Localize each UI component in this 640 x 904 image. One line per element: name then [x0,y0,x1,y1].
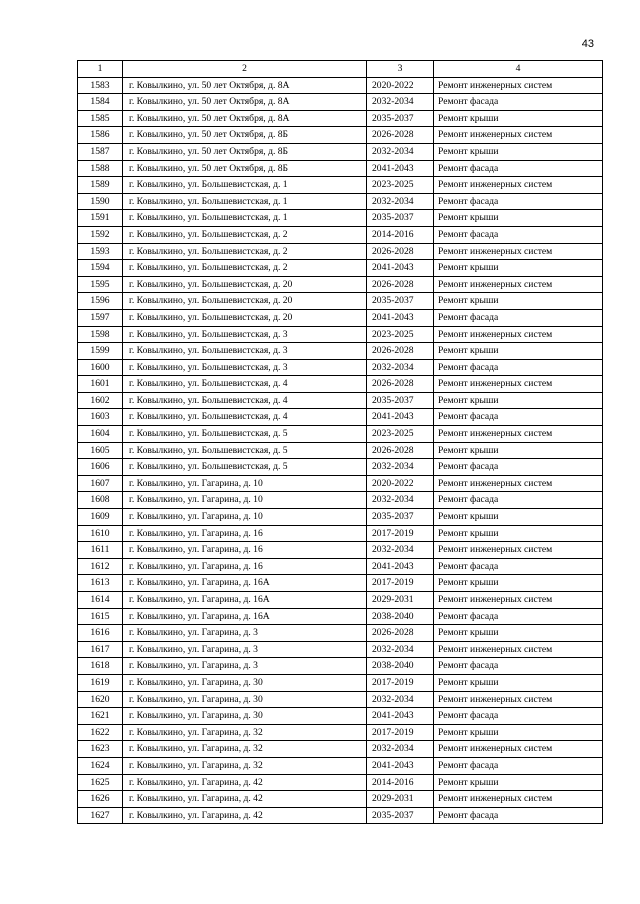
work-type-cell: Ремонт крыши [434,509,603,526]
table-row [78,127,603,144]
table-row [78,492,603,509]
column-header-1: 1 [78,61,123,78]
work-type-cell: Ремонт инженерных систем [434,326,603,343]
row-number-cell: 1624 [78,757,123,774]
work-type-cell: Ремонт фасада [434,309,603,326]
work-type-cell: Ремонт инженерных систем [434,177,603,194]
address-cell: г. Ковылкино, ул. Гагарина, д. 10 [123,509,367,526]
work-type-cell: Ремонт фасада [434,359,603,376]
period-cell: 2038-2040 [367,608,434,625]
work-type-cell: Ремонт инженерных систем [434,691,603,708]
address-cell: г. Ковылкино, ул. Большевистская, д. 2 [123,260,367,277]
address-cell: г. Ковылкино, ул. Большевистская, д. 1 [123,193,367,210]
table-row [78,226,603,243]
work-type-cell: Ремонт крыши [434,260,603,277]
period-cell: 2026-2028 [367,376,434,393]
capital-repair-table [77,60,603,824]
address-cell: г. Ковылкино, ул. 50 лет Октября, д. 8А [123,77,367,94]
row-number-cell: 1594 [78,260,123,277]
period-cell: 2035-2037 [367,807,434,824]
address-cell: г. Ковылкино, ул. Гагарина, д. 16А [123,575,367,592]
table-row [78,343,603,360]
address-cell: г. Ковылкино, ул. Гагарина, д. 3 [123,658,367,675]
table-row [78,674,603,691]
period-cell: 2035-2037 [367,392,434,409]
period-cell: 2035-2037 [367,110,434,127]
period-cell: 2041-2043 [367,160,434,177]
period-cell: 2032-2034 [367,359,434,376]
period-cell: 2032-2034 [367,94,434,111]
row-number-cell: 1611 [78,542,123,559]
table-row [78,575,603,592]
column-header-2: 2 [123,61,367,78]
period-cell: 2032-2034 [367,691,434,708]
work-type-cell: Ремонт крыши [434,392,603,409]
work-type-cell: Ремонт инженерных систем [434,791,603,808]
period-cell: 2026-2028 [367,127,434,144]
period-cell: 2041-2043 [367,757,434,774]
period-cell: 2026-2028 [367,625,434,642]
table-row [78,757,603,774]
address-cell: г. Ковылкино, ул. 50 лет Октября, д. 8А [123,94,367,111]
work-type-cell: Ремонт крыши [434,343,603,360]
address-cell: г. Ковылкино, ул. Гагарина, д. 30 [123,708,367,725]
address-cell: г. Ковылкино, ул. Большевистская, д. 2 [123,243,367,260]
table-row [78,592,603,609]
row-number-cell: 1607 [78,475,123,492]
column-header-3: 3 [367,61,434,78]
work-type-cell: Ремонт инженерных систем [434,741,603,758]
address-cell: г. Ковылкино, ул. Большевистская, д. 5 [123,459,367,476]
address-cell: г. Ковылкино, ул. Большевистская, д. 20 [123,293,367,310]
period-cell: 2014-2016 [367,774,434,791]
row-number-cell: 1620 [78,691,123,708]
row-number-cell: 1590 [78,193,123,210]
address-cell: г. Ковылкино, ул. Большевистская, д. 4 [123,409,367,426]
work-type-cell: Ремонт инженерных систем [434,376,603,393]
row-number-cell: 1613 [78,575,123,592]
work-type-cell: Ремонт крыши [434,525,603,542]
period-cell: 2032-2034 [367,143,434,160]
work-type-cell: Ремонт инженерных систем [434,542,603,559]
period-cell: 2032-2034 [367,741,434,758]
address-cell: г. Ковылкино, ул. Большевистская, д. 20 [123,276,367,293]
period-cell: 2041-2043 [367,409,434,426]
work-type-cell: Ремонт фасада [434,558,603,575]
row-number-cell: 1617 [78,641,123,658]
address-cell: г. Ковылкино, ул. Большевистская, д. 3 [123,343,367,360]
work-type-cell: Ремонт крыши [434,110,603,127]
work-type-cell: Ремонт фасада [434,94,603,111]
table-row [78,774,603,791]
row-number-cell: 1589 [78,177,123,194]
period-cell: 2017-2019 [367,674,434,691]
row-number-cell: 1608 [78,492,123,509]
period-cell: 2020-2022 [367,77,434,94]
work-type-cell: Ремонт фасада [434,226,603,243]
address-cell: г. Ковылкино, ул. Гагарина, д. 32 [123,741,367,758]
address-cell: г. Ковылкино, ул. Гагарина, д. 42 [123,807,367,824]
period-cell: 2032-2034 [367,641,434,658]
work-type-cell: Ремонт инженерных систем [434,475,603,492]
row-number-cell: 1586 [78,127,123,144]
table-row [78,160,603,177]
table-row [78,741,603,758]
table-row [78,293,603,310]
row-number-cell: 1604 [78,426,123,443]
work-type-cell: Ремонт инженерных систем [434,243,603,260]
work-type-cell: Ремонт крыши [434,674,603,691]
row-number-cell: 1585 [78,110,123,127]
period-cell: 2029-2031 [367,592,434,609]
row-number-cell: 1622 [78,724,123,741]
row-number-cell: 1626 [78,791,123,808]
work-type-cell: Ремонт крыши [434,293,603,310]
row-number-cell: 1625 [78,774,123,791]
period-cell: 2026-2028 [367,343,434,360]
work-type-cell: Ремонт инженерных систем [434,592,603,609]
table-row [78,459,603,476]
table-row [78,807,603,824]
work-type-cell: Ремонт крыши [434,442,603,459]
row-number-cell: 1618 [78,658,123,675]
period-cell: 2023-2025 [367,426,434,443]
work-type-cell: Ремонт крыши [434,210,603,227]
address-cell: г. Ковылкино, ул. Большевистская, д. 2 [123,226,367,243]
work-type-cell: Ремонт крыши [434,625,603,642]
address-cell: г. Ковылкино, ул. 50 лет Октября, д. 8А [123,110,367,127]
address-cell: г. Ковылкино, ул. Большевистская, д. 1 [123,210,367,227]
row-number-cell: 1601 [78,376,123,393]
period-cell: 2026-2028 [367,276,434,293]
period-cell: 2023-2025 [367,177,434,194]
table-body [78,77,603,824]
table-row [78,542,603,559]
work-type-cell: Ремонт фасада [434,492,603,509]
table-row [78,442,603,459]
work-type-cell: Ремонт фасада [434,807,603,824]
table-row [78,641,603,658]
address-cell: г. Ковылкино, ул. Гагарина, д. 16 [123,525,367,542]
period-cell: 2029-2031 [367,791,434,808]
row-number-cell: 1592 [78,226,123,243]
row-number-cell: 1593 [78,243,123,260]
table-row [78,525,603,542]
row-number-cell: 1619 [78,674,123,691]
address-cell: г. Ковылкино, ул. Гагарина, д. 32 [123,724,367,741]
row-number-cell: 1596 [78,293,123,310]
table-row [78,724,603,741]
period-cell: 2017-2019 [367,525,434,542]
period-cell: 2032-2034 [367,459,434,476]
address-cell: г. Ковылкино, ул. Большевистская, д. 5 [123,426,367,443]
work-type-cell: Ремонт фасада [434,608,603,625]
period-cell: 2017-2019 [367,724,434,741]
work-type-cell: Ремонт инженерных систем [434,77,603,94]
table-row [78,691,603,708]
period-cell: 2035-2037 [367,509,434,526]
row-number-cell: 1615 [78,608,123,625]
address-cell: г. Ковылкино, ул. 50 лет Октября, д. 8Б [123,143,367,160]
table-row [78,558,603,575]
row-number-cell: 1612 [78,558,123,575]
work-type-cell: Ремонт крыши [434,774,603,791]
address-cell: г. Ковылкино, ул. Гагарина, д. 32 [123,757,367,774]
work-type-cell: Ремонт инженерных систем [434,641,603,658]
row-number-cell: 1609 [78,509,123,526]
period-cell: 2026-2028 [367,243,434,260]
address-cell: г. Ковылкино, ул. Большевистская, д. 3 [123,326,367,343]
row-number-cell: 1588 [78,160,123,177]
row-number-cell: 1598 [78,326,123,343]
table-row [78,210,603,227]
address-cell: г. Ковылкино, ул. 50 лет Октября, д. 8Б [123,127,367,144]
work-type-cell: Ремонт крыши [434,724,603,741]
table-row [78,177,603,194]
address-cell: г. Ковылкино, ул. Большевистская, д. 5 [123,442,367,459]
row-number-cell: 1602 [78,392,123,409]
table-row [78,77,603,94]
column-header-4: 4 [434,61,603,78]
work-type-cell: Ремонт фасада [434,658,603,675]
period-cell: 2041-2043 [367,558,434,575]
table-row [78,658,603,675]
row-number-cell: 1583 [78,77,123,94]
period-cell: 2026-2028 [367,442,434,459]
address-cell: г. Ковылкино, ул. Гагарина, д. 10 [123,492,367,509]
work-type-cell: Ремонт фасада [434,409,603,426]
address-cell: г. Ковылкино, ул. Гагарина, д. 30 [123,674,367,691]
address-cell: г. Ковылкино, ул. Большевистская, д. 4 [123,392,367,409]
table-row [78,625,603,642]
table-row [78,475,603,492]
table-row [78,426,603,443]
period-cell: 2041-2043 [367,309,434,326]
row-number-cell: 1603 [78,409,123,426]
table-row [78,326,603,343]
table-row [78,309,603,326]
work-type-cell: Ремонт фасада [434,459,603,476]
address-cell: г. Ковылкино, ул. Большевистская, д. 20 [123,309,367,326]
address-cell: г. Ковылкино, ул. Гагарина, д. 42 [123,774,367,791]
row-number-cell: 1610 [78,525,123,542]
table-row [78,193,603,210]
address-cell: г. Ковылкино, ул. Гагарина, д. 3 [123,625,367,642]
period-cell: 2032-2034 [367,492,434,509]
address-cell: г. Ковылкино, ул. Гагарина, д. 10 [123,475,367,492]
period-cell: 2035-2037 [367,210,434,227]
row-number-cell: 1599 [78,343,123,360]
period-cell: 2035-2037 [367,293,434,310]
table-row [78,376,603,393]
address-cell: г. Ковылкино, ул. Большевистская, д. 4 [123,376,367,393]
row-number-cell: 1605 [78,442,123,459]
address-cell: г. Ковылкино, ул. Гагарина, д. 16 [123,558,367,575]
period-cell: 2032-2034 [367,193,434,210]
table-row [78,359,603,376]
period-cell: 2020-2022 [367,475,434,492]
address-cell: г. Ковылкино, ул. Большевистская, д. 1 [123,177,367,194]
period-cell: 2041-2043 [367,708,434,725]
row-number-cell: 1627 [78,807,123,824]
address-cell: г. Ковылкино, ул. Гагарина, д. 3 [123,641,367,658]
table-row [78,243,603,260]
row-number-cell: 1591 [78,210,123,227]
work-type-cell: Ремонт крыши [434,575,603,592]
work-type-cell: Ремонт фасада [434,757,603,774]
table-row [78,791,603,808]
table-row [78,409,603,426]
address-cell: г. Ковылкино, ул. Гагарина, д. 30 [123,691,367,708]
work-type-cell: Ремонт фасада [434,160,603,177]
period-cell: 2014-2016 [367,226,434,243]
address-cell: г. Ковылкино, ул. Гагарина, д. 42 [123,791,367,808]
row-number-cell: 1587 [78,143,123,160]
table-row [78,509,603,526]
address-cell: г. Ковылкино, ул. Гагарина, д. 16А [123,608,367,625]
page-number: 43 [581,38,594,50]
table-row [78,392,603,409]
row-number-cell: 1584 [78,94,123,111]
row-number-cell: 1595 [78,276,123,293]
row-number-cell: 1616 [78,625,123,642]
period-cell: 2041-2043 [367,260,434,277]
table-row [78,110,603,127]
row-number-cell: 1606 [78,459,123,476]
address-cell: г. Ковылкино, ул. Гагарина, д. 16 [123,542,367,559]
work-type-cell: Ремонт инженерных систем [434,127,603,144]
work-type-cell: Ремонт инженерных систем [434,276,603,293]
table-row [78,276,603,293]
address-cell: г. Ковылкино, ул. 50 лет Октября, д. 8Б [123,160,367,177]
table-header-row [78,61,603,78]
period-cell: 2032-2034 [367,542,434,559]
address-cell: г. Ковылкино, ул. Гагарина, д. 16А [123,592,367,609]
table-row [78,260,603,277]
table-row [78,708,603,725]
work-type-cell: Ремонт инженерных систем [434,426,603,443]
table-row [78,94,603,111]
work-type-cell: Ремонт фасада [434,193,603,210]
row-number-cell: 1623 [78,741,123,758]
period-cell: 2017-2019 [367,575,434,592]
table-row [78,143,603,160]
row-number-cell: 1597 [78,309,123,326]
table-row [78,608,603,625]
period-cell: 2038-2040 [367,658,434,675]
address-cell: г. Ковылкино, ул. Большевистская, д. 3 [123,359,367,376]
row-number-cell: 1600 [78,359,123,376]
work-type-cell: Ремонт крыши [434,143,603,160]
row-number-cell: 1614 [78,592,123,609]
row-number-cell: 1621 [78,708,123,725]
period-cell: 2023-2025 [367,326,434,343]
work-type-cell: Ремонт фасада [434,708,603,725]
